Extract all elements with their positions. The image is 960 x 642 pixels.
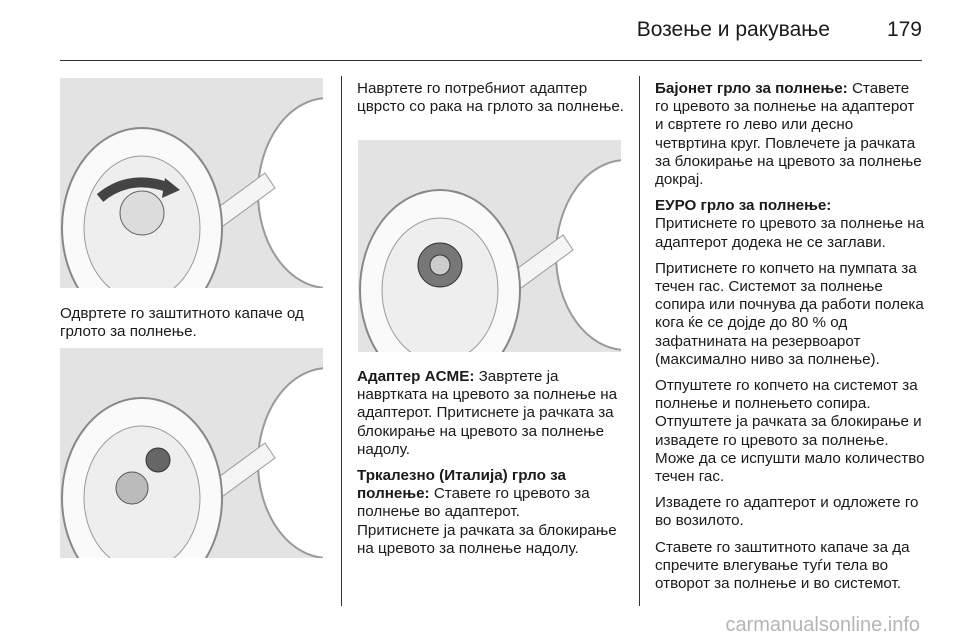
column-2-body (357, 368, 629, 566)
column-1 (60, 305, 330, 349)
page-number: 179 (886, 18, 922, 41)
column-divider-1 (341, 76, 342, 606)
illustration-unscrew-cap (60, 78, 323, 288)
fuel-flap-open-drawing (60, 348, 323, 558)
watermark: carmanualsonline.info (725, 614, 920, 636)
illustration-removed-cap (60, 348, 323, 558)
paragraph-release: Отпуштете го копчето на системот за полнење и полнењето сопира. Отпуштете ја рачката за блокирање и извадете го цревото за полнење. Може да се испушти мало количество течен гас. (655, 377, 925, 486)
text-acme: Завртете ја навртката на цревото за полнење на адаптерот. Притиснете ја рачката за блокирање на цревото за полнење надолу. (357, 368, 618, 458)
paragraph-italy-2: Притиснете ја рачката за блокирање на цревото за полнење надолу. (357, 521, 617, 557)
paragraph-replace-cap: Ставете го заштитното капаче за да спречите влегување туѓи тела во отворот за полнење и во системот. (655, 538, 910, 593)
caption-unscrew-cap: Одвртете го заштитното капаче од грлото за полнење. (60, 305, 304, 341)
illustration-adapter (358, 140, 621, 352)
column-2 (357, 80, 629, 124)
fuel-flap-cap-drawing (60, 78, 323, 288)
column-3 (655, 80, 927, 601)
paragraph-intro: Навртете го потребниот адаптер цврсто со рака на грлото за полнење. (357, 80, 625, 116)
text-euro: Притиснете го цревото за полнење на адаптерот додека не се заглави. (655, 215, 925, 251)
paragraph-italy (357, 467, 629, 522)
heading-acme: Адаптер ACME: (357, 368, 475, 385)
paragraph-euro (655, 197, 927, 252)
paragraph-bayonet (655, 80, 927, 189)
heading-italy: Тркалезно (Италија) грло за полнење: (357, 467, 566, 503)
text-italy-1: Ставете го цревото за полнење во адаптерот. (357, 485, 590, 521)
column-divider-2 (639, 76, 640, 606)
heading-euro: ЕУРО грло за полнење: (655, 197, 832, 215)
adapter-drawing (358, 140, 621, 352)
paragraph-pump: Притиснете го копчето на пумпата за течен гас. Системот за полнење сопира или почнува да работи полека кога ќе се дојде до 80 % од зафатнината на резервоарот (максимално ниво за полнење). (655, 259, 924, 368)
text-bayonet: Ставете го цревото за полнење на адаптерот и свртете го лево или десно четвртина круг. Повлечете ја рачката за блокирање на цревото за полнење докрај. (655, 80, 922, 189)
heading-bayonet: Бајонет грло за полнење: (655, 80, 848, 97)
paragraph-remove-adapter: Извадете го адаптерот и одложете го во возилото. (655, 494, 919, 530)
page-header (0, 0, 960, 60)
paragraph-acme (357, 368, 629, 459)
page-title: Возење и ракување (636, 18, 830, 41)
header-rule (60, 60, 922, 61)
